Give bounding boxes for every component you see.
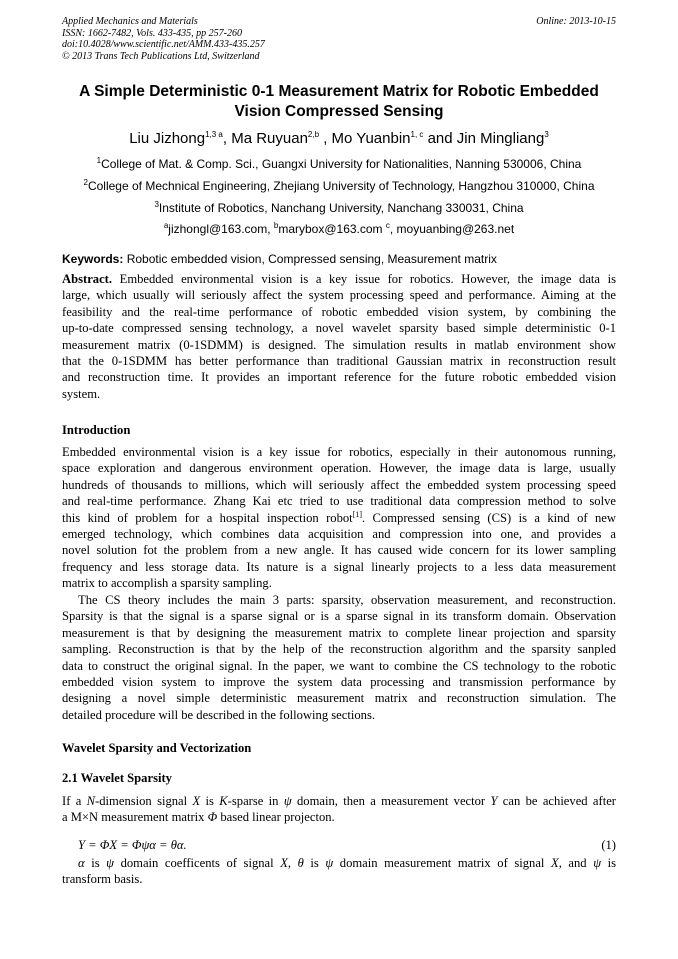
intro-line: measurement is that by designing the measurement matrix to complete linear projection and sparsity bbox=[62, 625, 616, 640]
abstract-line: Abstract. Embedded environmental vision is a key issue for robotics. However, the image data is bbox=[62, 272, 616, 286]
intro-line: detailed procedure will be described in the following sections. bbox=[62, 707, 375, 722]
intro-line: The CS theory includes the main 3 parts: sparsity, observation measurement, and reconstruction. bbox=[78, 593, 616, 607]
intro-line: hundreds of thousands to millions, which will seriously affect the embedded system processing speed bbox=[62, 477, 616, 492]
equation-1 bbox=[78, 838, 616, 853]
journal-name: Applied Mechanics and Materials bbox=[62, 16, 198, 27]
author-1: Liu Jizhong bbox=[129, 130, 206, 147]
abstract-line: feasibility and the real-time performance of robotic embedded vision system, by combining the bbox=[62, 304, 616, 319]
author-1-sup: 1,3 a bbox=[205, 130, 223, 139]
abstract-line: and reconstruction time. It provides an important reference for the future robotic embedded vision bbox=[62, 370, 616, 385]
wavelet-line: If a N-dimension signal X is K-sparse in ψ domain, then a measurement vector Y can be achieved after bbox=[62, 794, 616, 808]
wavelet-line: α is ψ domain coefficents of signal X, θ is ψ domain measurement matrix of signal X, and ψ is bbox=[78, 856, 616, 870]
keywords-text: Robotic embedded vision, Compressed sensing, Measurement matrix bbox=[123, 252, 497, 266]
author-list bbox=[40, 130, 638, 148]
intro-line: frequency and less storage data. Its nature is a signal linearly projects to a less data measurement bbox=[62, 559, 616, 574]
keywords-label: Keywords: bbox=[62, 252, 124, 266]
journal-header bbox=[62, 16, 265, 62]
abstract-line: large, which usually will seriously affect the system processing speed and performance. Aiming at the bbox=[62, 288, 616, 303]
title-line-2: Vision Compressed Sensing bbox=[234, 103, 444, 120]
affiliation-2: $^2$College of Mechnical Engineering, Zhejiang University of Technology, Hangzhou 310000, China bbox=[83, 178, 595, 193]
intro-line: Sparsity is that the signal is a sparse signal or is a sparse signal in its transform domain. Observation bbox=[62, 609, 616, 624]
introduction-paragraph-1 bbox=[62, 444, 616, 592]
author-4-sup: 3 bbox=[544, 130, 549, 139]
abstract bbox=[62, 271, 616, 402]
intro-line: Embedded environmental vision is a key issue for robotics, especially in their autonomous running, bbox=[62, 445, 616, 459]
introduction-heading: Introduction bbox=[62, 423, 131, 437]
journal-doi: doi:10.4028/www.scientific.net/AMM.433-435.257 bbox=[62, 39, 265, 50]
title-line-1: A Simple Deterministic 0-1 Measurement Matrix for Robotic Embedded bbox=[79, 83, 599, 100]
intro-line: data to construct the original signal. In the paper, we want to combine the CS technology to the robotic bbox=[62, 658, 616, 673]
wavelet-paragraph bbox=[62, 793, 616, 826]
intro-line: sampling. Reconstruction is that by the help of the reconstruction algorithm and the sparsity sanpled bbox=[62, 642, 616, 657]
wavelet-line: a M×N measurement matrix Φ based linear projecton. bbox=[62, 810, 335, 825]
author-2: , Ma Ruyuan bbox=[222, 130, 308, 147]
author-emails: $^a$jizhongl@163.com, $^b$marybox@163.com $^c$, moyuanbing@263.net bbox=[163, 221, 515, 236]
abstract-label: Abstract. bbox=[62, 272, 113, 286]
intro-line: embedded vision system to improve the system data processing and transmission performance by bbox=[62, 674, 616, 689]
journal-copyright: © 2013 Trans Tech Publications Ltd, Switzerland bbox=[62, 50, 260, 62]
intro-line: matrix to accomplish a sparsity sampling. bbox=[62, 576, 272, 591]
abstract-line: up-to-date compressed sensing technology, a novel wavelet sparsity based simple deterministic 0-1 bbox=[62, 321, 616, 336]
abstract-line: measurement matrix (0-1SDMM) is designed. The simulation results in matlab environment show bbox=[62, 337, 616, 352]
wavelet-paragraph-2 bbox=[62, 855, 616, 888]
abstract-line: system. bbox=[62, 386, 101, 401]
intro-line: designing a novel simple deterministic measurement matrix and reconstruction simulation. The bbox=[62, 691, 616, 706]
citation-ref: [1] bbox=[352, 509, 363, 519]
wavelet-line: transform basis. bbox=[62, 872, 143, 887]
intro-line: space exploration and dangerous environment operation. However, the image data is large, usually bbox=[62, 461, 616, 476]
online-date: Online: 2013-10-15 bbox=[536, 16, 616, 27]
intro-line: and real-time performance. Zhang Kai etc tried to use traditional data compression method to solve bbox=[62, 494, 616, 509]
paper-title bbox=[50, 82, 628, 122]
abstract-line: that the 0-1SDMM has better performance than traditional Gaussian matrix in reconstruction result bbox=[62, 353, 616, 368]
author-3: , Mo Yuanbin bbox=[319, 130, 411, 147]
introduction-paragraph-2 bbox=[62, 592, 616, 723]
wavelet-subsection-heading: 2.1 Wavelet Sparsity bbox=[62, 771, 172, 785]
wavelet-section-heading: Wavelet Sparsity and Vectorization bbox=[62, 741, 252, 755]
author-3-sup: 1, c bbox=[410, 130, 424, 139]
author-4: and Jin Mingliang bbox=[423, 130, 545, 147]
intro-line: this kind of problem for a hospital inspection robot[1]. Compressed sensing (CS) is a kind of new bbox=[62, 509, 616, 525]
intro-line: novel solution fot the problem from a new angle. It has caused wide concern for its lower sampling bbox=[62, 543, 616, 558]
affiliation-1: $^1$College of Mat. & Comp. Sci., Guangxi University for Nationalities, Nanning 530006, China bbox=[96, 156, 582, 171]
author-2-sup: 2,b bbox=[307, 130, 320, 139]
affiliation-3: $^3$Institute of Robotics, Nanchang University, Nanchang 330031, China bbox=[154, 200, 524, 215]
equation-number: (1) bbox=[601, 838, 616, 852]
journal-issn: ISSN: 1662-7482, Vols. 433-435, pp 257-260 bbox=[62, 27, 242, 39]
intro-line: emerged technology, which combines data acquisition and compression into one, and provides a bbox=[62, 526, 616, 541]
equation-body: Y = ΦX = Φψα = θα. bbox=[78, 838, 187, 852]
keywords bbox=[62, 252, 616, 266]
